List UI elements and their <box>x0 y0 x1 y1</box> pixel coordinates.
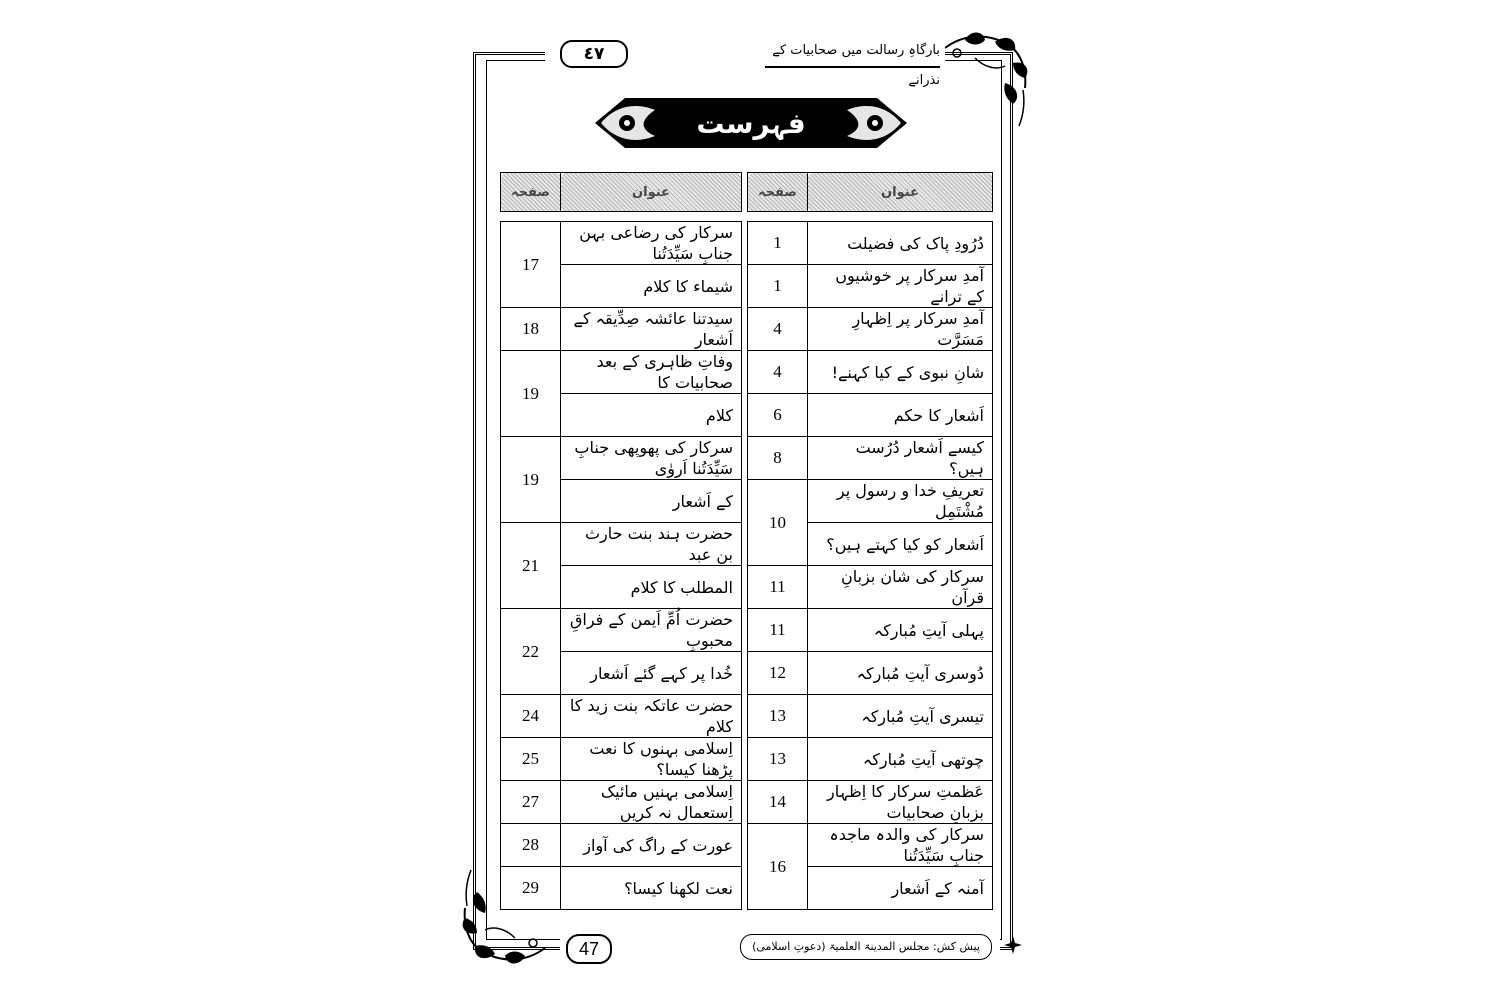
toc-page-right: 10 <box>748 480 808 566</box>
toc-page-right: 1 <box>748 222 808 265</box>
toc-title-right: سرکار کی شان بزبانِ قرآن <box>808 566 993 609</box>
toc-title-left: کلام <box>561 394 742 437</box>
toc-title-right: تعریفِ خدا و رسول پر مُشْتَمِل <box>808 480 993 523</box>
toc-page-right: 4 <box>748 308 808 351</box>
toc-title-left: وفاتِ ظاہری کے بعد صحابیات کا <box>561 351 742 394</box>
toc-page-left: 28 <box>501 824 561 867</box>
banner-title: فہرست <box>696 107 806 140</box>
toc-title-right: آمنہ کے اَشعار <box>808 867 993 910</box>
toc-page-right: 12 <box>748 652 808 695</box>
toc-title-right: دُوسری آیتِ مُبارکہ <box>808 652 993 695</box>
toc-page-right: 1 <box>748 265 808 308</box>
toc-title-left: حضرت عاتکہ بنت زید کا کلام <box>561 695 742 738</box>
toc-page-left: 25 <box>501 738 561 781</box>
toc-title-left: اِسلامی بہنوں کا نعت پڑھنا کیسا؟ <box>561 738 742 781</box>
star-ornament-icon <box>1004 936 1022 954</box>
toc-page-right: 13 <box>748 738 808 781</box>
toc-title-right: اَشعار کو کیا کہتے ہیں؟ <box>808 523 993 566</box>
col-header-title-right: عنوان <box>808 173 993 212</box>
toc-page-left: 27 <box>501 781 561 824</box>
toc-page-left: 17 <box>501 222 561 308</box>
toc-page-right: 11 <box>748 609 808 652</box>
toc-title-left: حضرت ہند بنت حارث بن عبد <box>561 523 742 566</box>
toc-page-left: 22 <box>501 609 561 695</box>
toc-table <box>500 172 993 910</box>
toc-title-right: سرکار کی والدہ ماجدہ جنابِ سَیِّدَتُنا <box>808 824 993 867</box>
toc-title-right: اَشعار کا حکم <box>808 394 993 437</box>
footer-publisher: پیش کش: مجلس المدینۃ العلمیۃ (دعوتِ اسلامی) <box>740 934 992 960</box>
toc-page-left: 19 <box>501 437 561 523</box>
toc-header-row <box>501 173 993 212</box>
toc-title-left: سرکار کی پھوپھی جنابِ سَیِّدَتُنا اَروٰی <box>561 437 742 480</box>
toc-page-right: 6 <box>748 394 808 437</box>
header-title: بارگاہِ رسالت میں صحابیات کے نذرانے <box>765 36 940 68</box>
toc-title-left: عورت کے راگ کی آواز <box>561 824 742 867</box>
footer-page-number: 47 <box>566 934 612 964</box>
toc-title-left: حضرت اُمِّ اَیمن کے فراقِ محبوبِ <box>561 609 742 652</box>
col-header-page-left: صفحہ <box>501 173 561 212</box>
header-page-number: ٤٧ <box>560 40 628 68</box>
toc-page-right: 16 <box>748 824 808 910</box>
toc-page-left: 29 <box>501 867 561 910</box>
toc-title-left: سرکار کی رضاعی بہن جنابِ سَیِّدَتُنا <box>561 222 742 265</box>
toc-title-right: تیسری آیتِ مُبارکہ <box>808 695 993 738</box>
col-header-page-right: صفحہ <box>748 173 808 212</box>
toc-title-right: دُرُودِ پاک کی فضیلت <box>808 222 993 265</box>
floral-ornament-top-right-icon <box>935 28 1035 128</box>
toc-title-left: اِسلامی بہنیں مائیک اِستعمال نہ کریں <box>561 781 742 824</box>
toc-title-right: پہلی آیتِ مُبارکہ <box>808 609 993 652</box>
toc-title-left: خُدا پر کہے گئے اَشعار <box>561 652 742 695</box>
toc-title-right: شانِ نبوی کے کیا کہنے! <box>808 351 993 394</box>
toc-page-right: 11 <box>748 566 808 609</box>
toc-page-right: 8 <box>748 437 808 480</box>
toc-page-right: 4 <box>748 351 808 394</box>
toc-title-left: نعت لکھنا کیسا؟ <box>561 867 742 910</box>
toc-title-left: المطلب کا کلام <box>561 566 742 609</box>
toc-title-right: عَظمتِ سرکار کا اِظہار بزبانِ صحابیات <box>808 781 993 824</box>
toc-page-left: 24 <box>501 695 561 738</box>
toc-title-right: آمدِ سرکار پر اِظہارِ مَسَرَّت <box>808 308 993 351</box>
toc-page-right: 14 <box>748 781 808 824</box>
toc-title-right: آمدِ سرکار پر خوشیوں کے ترانے <box>808 265 993 308</box>
toc-title-left: سیدتنا عائشہ صِدِّیقہ کے اَشعار <box>561 308 742 351</box>
toc-page-left: 19 <box>501 351 561 437</box>
toc-page-left: 18 <box>501 308 561 351</box>
toc-page-left: 21 <box>501 523 561 609</box>
toc-title-left: شیماء کا کلام <box>561 265 742 308</box>
col-header-title-left: عنوان <box>561 173 742 212</box>
toc-title-right: چوتھی آیتِ مُبارکہ <box>808 738 993 781</box>
toc-title-right: کیسے اَشعار دُرُست ہیں؟ <box>808 437 993 480</box>
toc-title-left: کے اَشعار <box>561 480 742 523</box>
toc-page-right: 13 <box>748 695 808 738</box>
